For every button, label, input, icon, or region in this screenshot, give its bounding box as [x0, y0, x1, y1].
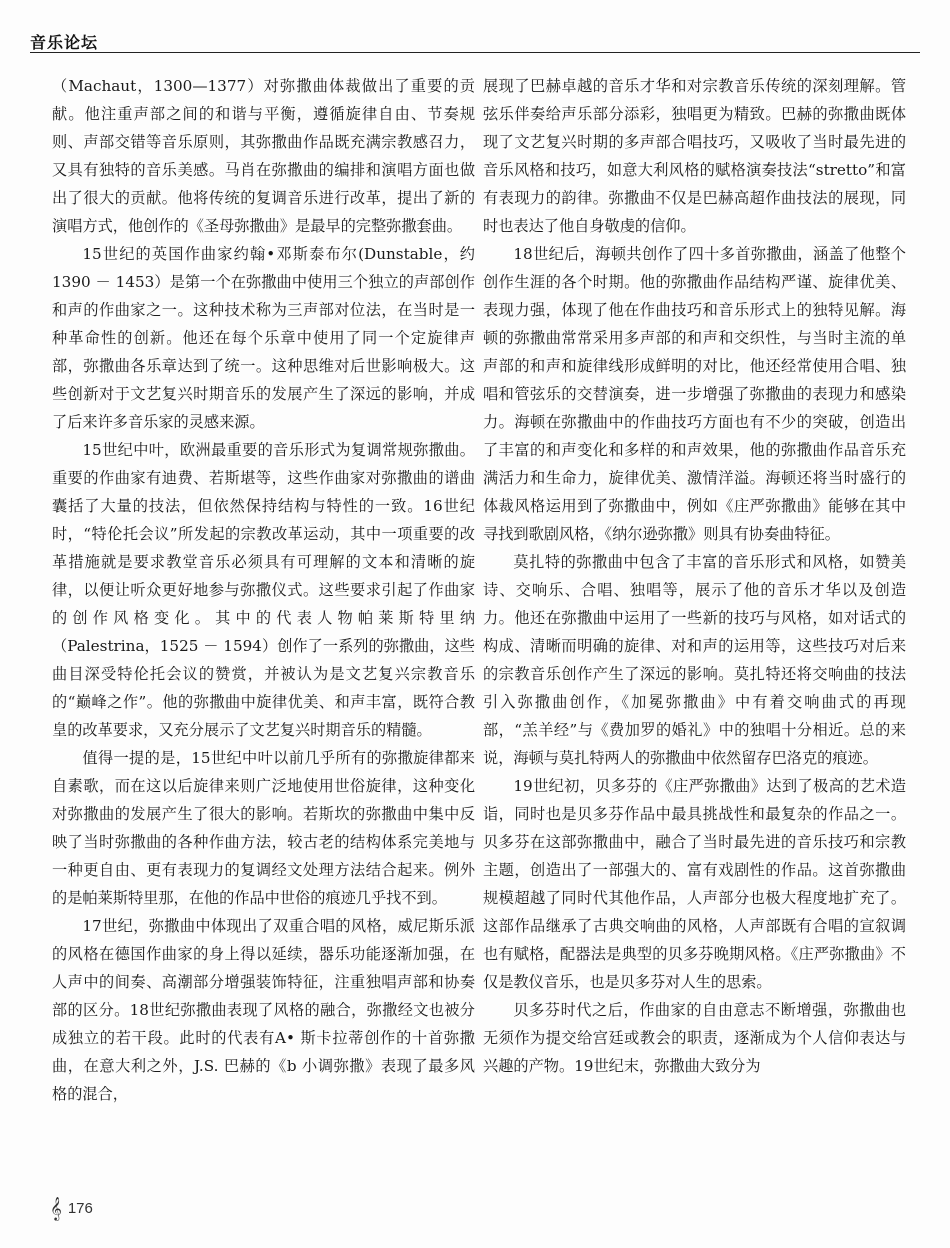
page-footer [50, 1196, 93, 1220]
paragraph: 17世纪，弥撒曲中体现出了双重合唱的风格，威尼斯乐派的风格在德国作曲家的身上得以延续，器乐功能逐渐加强，在人声中的间奏、高潮部分增强装饰特征，注重独唱声部和协奏部的区分。18世纪弥撒曲表现了风格的融合，弥撒经文也被分成独立的若干段。此时的代表有A• 斯卡拉蒂创作的十首弥撒曲，在意大利之外，J.S. 巴赫的《b 小调弥撒》表现了最多风格的混合， [52, 917, 475, 1103]
paragraph: 贝多芬时代之后，作曲家的自由意志不断增强，弥撒曲也无须作为提交给宫廷或教会的职责，逐渐成为个人信仰表达与兴趣的产物。19世纪末，弥撒曲大致分为 [483, 1001, 906, 1075]
paragraph: 18世纪后，海顿共创作了四十多首弥撒曲，涵盖了他整个创作生涯的各个时期。他的弥撒曲作品结构严谨、旋律优美、表现力强，体现了他在作曲技巧和音乐形式上的独特见解。海顿的弥撒曲常常采用多声部的和声和交织性，与当时主流的单声部的和声和旋律线形成鲜明的对比，他还经常使用合唱、独唱和管弦乐的交替演奏，进一步增强了弥撒曲的表现力和感染力。海顿在弥撒曲中的作曲技巧方面也有不少的突破，创造出了丰富的和声变化和多样的和声效果，他的弥撒曲作品音乐充满活力和生命力，旋律优美、激情洋溢。海顿还将当时盛行的体裁风格运用到了弥撒曲中，例如《庄严弥撒曲》能够在其中寻找到歌剧风格，《纳尔逊弥撒》则具有协奏曲特征。 [483, 245, 906, 543]
header-rule [30, 52, 920, 53]
page-number: 176 [67, 1200, 93, 1217]
running-header-title: 音乐论坛 [30, 33, 99, 52]
paragraph: 展现了巴赫卓越的音乐才华和对宗教音乐传统的深刻理解。管弦乐伴奏给声乐部分添彩，独唱更为精致。巴赫的弥撒曲既体现了文艺复兴时期的多声部合唱技巧，又吸收了当时最先进的音乐风格和技巧，如意大利风格的赋格演奏技法“stretto”和富有表现力的韵律。弥撒曲不仅是巴赫高超作曲技法的展现，同时也表达了他自身敬虔的信仰。 [483, 77, 906, 235]
paragraph: 值得一提的是，15世纪中叶以前几乎所有的弥撒旋律都来自素歌，而在这以后旋律来则广泛地使用世俗旋律，这种变化对弥撒曲的发展产生了很大的影响。若斯坎的弥撒曲中集中反映了当时弥撒曲的各种作曲方法，较古老的结构体系完美地与一种更自由、更有表现力的复调经文处理方法结合起来。例外的是帕莱斯特里那，在他的作品中世俗的痕迹几乎找不到。 [52, 749, 475, 907]
paragraph: 19世纪初，贝多芬的《庄严弥撒曲》达到了极高的艺术造诣，同时也是贝多芬作品中最具挑战性和最复杂的作品之一。贝多芬在这部弥撒曲中，融合了当时最先进的音乐技巧和宗教主题，创造出了一部强大的、富有戏剧性的作品。这首弥撒曲规模超越了同时代其他作品，人声部分也极大程度地扩充了。这部作品继承了古典交响曲的风格，人声部既有合唱的宣叙调也有赋格，配器法是典型的贝多芬晚期风格。《庄严弥撒曲》不仅是教仪音乐，也是贝多芬对人生的思索。 [483, 777, 906, 991]
paragraph: 15世纪的英国作曲家约翰•邓斯泰布尔(Dunstable，约 1390 － 1453）是第一个在弥撒曲中使用三个独立的声部创作和声的作曲家之一。这种技术称为三声部对位法，在当时是一种革命性的创新。他还在每个乐章中使用了同一个定旋律声部，弥撒曲各乐章达到了统一。这种思维对后世影响极大。这些创新对于文艺复兴时期音乐的发展产生了深远的影响，并成了后来许多音乐家的灵感来源。 [52, 245, 475, 431]
paragraph: 莫扎特的弥撒曲中包含了丰富的音乐形式和风格，如赞美诗、交响乐、合唱、独唱等，展示了他的音乐才华以及创造力。他还在弥撒曲中运用了一些新的技巧与风格，如对话式的构成、清晰而明确的旋律、对和声的运用等，这些技巧对后来的宗教音乐创作产生了深远的影响。莫扎特还将交响曲的技法引入弥撒曲创作，《加冕弥撒曲》中有着交响曲式的再现部，“羔羊经”与《费加罗的婚礼》中的独唱十分相近。总的来说，海顿与莫扎特两人的弥撒曲中依然留存巴洛克的痕迹。 [483, 553, 906, 767]
left-column [52, 72, 475, 1108]
right-column [483, 72, 906, 1080]
paragraph: 15世纪中叶，欧洲最重要的音乐形式为复调常规弥撒曲。重要的作曲家有迪费、若斯堪等，这些作曲家对弥撒曲的谱曲囊括了大量的技法，但依然保持结构与特性的一致。16世纪时，“特伦托会议”所发起的宗教改革运动，其中一项重要的改革措施就是要求教堂音乐必须具有可理解的文本和清晰的旋律，以便让听众更好地参与弥撒仪式。这些要求引起了作曲家的创作风格变化。其中的代表人物帕莱斯特里纳（Palestrina，1525 － 1594）创作了一系列的弥撒曲，这些曲目深受特伦托会议的赞赏，并被认为是文艺复兴宗教音乐的“巅峰之作”。他的弥撒曲中旋律优美、和声丰富，既符合教皇的改革要求，又充分展示了文艺复兴时期音乐的精髓。 [52, 441, 475, 739]
treble-clef-icon: 𝄞 [50, 1196, 62, 1220]
paragraph: （Machaut，1300—1377）对弥撒曲体裁做出了重要的贡献。他注重声部之间的和谐与平衡，遵循旋律自由、节奏规则、声部交错等音乐原则，其弥撒曲作品既充满宗教感召力，又具有独特的音乐美感。马肖在弥撒曲的编排和演唱方面也做出了很大的贡献。他将传统的复调音乐进行改革，提出了新的演唱方式，他创作的《圣母弥撒曲》是最早的完整弥撒套曲。 [52, 77, 475, 235]
